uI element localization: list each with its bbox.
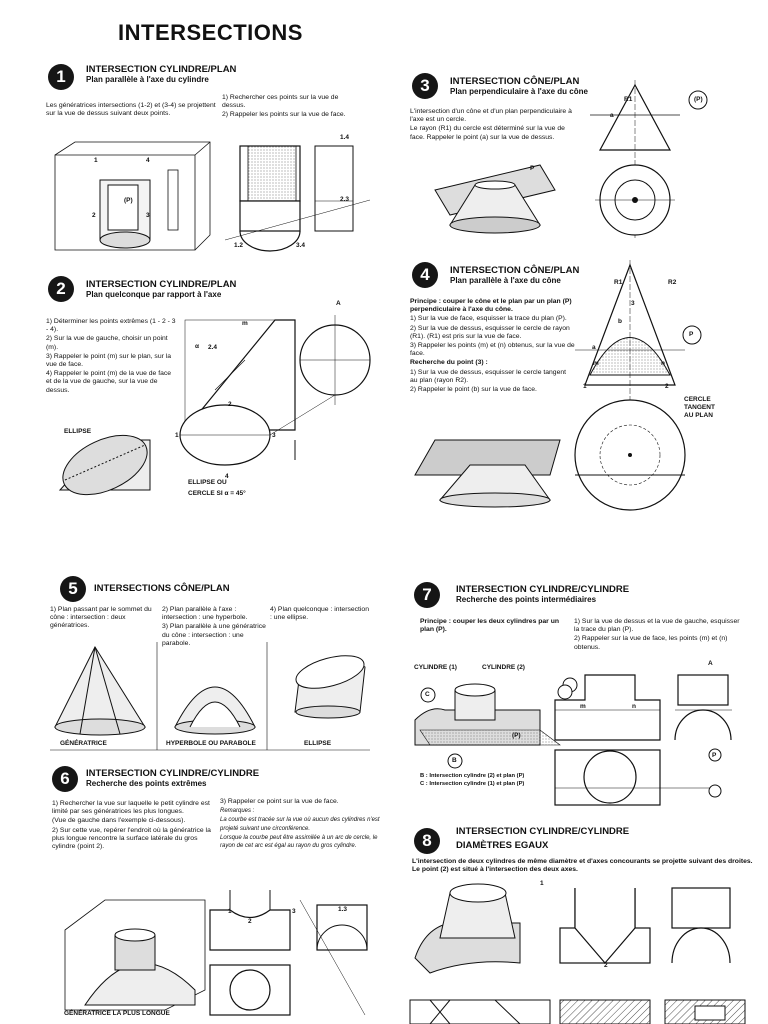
section-3-drawing — [420, 75, 720, 245]
section-4-label-3: 3 — [631, 300, 635, 307]
section-6-rem-2: Lorsque la courbe peut être assimilée à un arc de cercle, le rayon de cet arc est égal au rayon du gros cylindre. — [220, 834, 378, 850]
section-3-subtitle: Plan perpendiculaire à l'axe du cône — [450, 87, 588, 96]
section-3-label-plane: P — [530, 165, 535, 172]
section-3-number: 3 — [412, 73, 438, 99]
section-2-step-2: 2) Sur la vue de gauche, choisir un point (m). — [46, 335, 168, 351]
section-2-label-2: 2 — [228, 401, 232, 408]
section-7-cyl-1-label: CYLINDRE (1) — [414, 664, 457, 671]
section-1-label-14: 1.4 — [340, 134, 350, 141]
section-4-cercle-2: TANGENT — [684, 404, 715, 411]
section-8-title: INTERSECTION CYLINDRE/CYLINDRE — [456, 826, 630, 837]
section-6-step-1b: (Vue de gauche dans l'exemple ci-dessous). — [52, 817, 186, 825]
section-8-text: L'intersection de deux cylindres de même diamètre et d'axes concourants se projette suivant des droites. Le point (2) est situé à l'intersection des deux axes. — [412, 858, 753, 874]
section-5-caption-2: HYPERBOLE OU PARABOLE — [166, 740, 256, 747]
section-3-label-r1: R1 — [624, 96, 633, 103]
section-8-label-2: 2 — [604, 962, 608, 969]
section-1-step-1: 1) Rechercher ces points sur la vue de dessus. — [222, 94, 339, 110]
section-2-label-4: 4 — [225, 473, 229, 480]
section-4-label-m: m — [593, 360, 599, 367]
section-6-label-2: 2 — [248, 918, 252, 925]
section-2-label-1: 1 — [175, 432, 179, 439]
section-7-legend-c: C : Intersection cylindre (1) et plan (P) — [420, 781, 525, 787]
section-7-label-p: P — [712, 752, 717, 759]
section-4-cercle-label — [684, 396, 715, 420]
section-7-label-n: n — [632, 703, 636, 710]
section-5-caption-1: GÉNÉRATRICE — [60, 740, 107, 747]
section-7-label-a: A — [708, 660, 713, 667]
section-2-caption-1: ELLIPSE OU — [188, 479, 227, 486]
section-1-subtitle: Plan parallèle à l'axe du cylindre — [86, 75, 209, 84]
section-6-caption: GÉNÉRATRICE LA PLUS LONGUE — [64, 1010, 170, 1017]
section-4-recherche: Recherche du point (3) : — [410, 359, 488, 367]
section-2-number: 2 — [48, 276, 74, 302]
section-7-label-b: B — [452, 757, 457, 764]
section-1-drawing — [50, 140, 370, 270]
section-5-col-3: 4) Plan quelconque : intersection : une ellipse. — [270, 606, 369, 622]
section-2-label-m: m — [242, 320, 248, 327]
section-3-title: INTERSECTION CÔNE/PLAN — [450, 76, 580, 87]
section-5-number: 5 — [60, 576, 86, 602]
section-1-label-12: 1.2 — [234, 242, 244, 249]
section-1-title: INTERSECTION CYLINDRE/PLAN — [86, 64, 237, 75]
section-1-step-2: 2) Rappeler les points sur la vue de face. — [222, 111, 346, 119]
section-1-label-34: 3.4 — [296, 242, 306, 249]
section-4-step-2: 2) Sur la vue de dessus, esquisser le cercle de rayon (R1). (R1) est pris sur la vue de face. — [410, 324, 570, 340]
section-6-step-1: 1) Rechercher la vue sur laquelle le petit cylindre est limité par ses génératrices les plus longues. — [52, 800, 210, 816]
section-4-label-1: 1 — [583, 383, 587, 390]
section-7-number: 7 — [414, 582, 440, 608]
section-4-cercle-3: AU PLAN — [684, 412, 713, 419]
section-4-principe: Principe : couper le cône et le plan par un plan (P) perpendiculaire à l'axe du cône. — [410, 298, 572, 314]
section-2-caption-2: CERCLE SI α = 45° — [188, 490, 246, 497]
section-7-label-c: C — [425, 691, 430, 698]
section-3-label-a: a — [610, 112, 614, 119]
section-4-number: 4 — [412, 262, 438, 288]
section-7-legend — [420, 772, 524, 788]
section-3-text-2: Le rayon (R1) du cercle est déterminé sur la vue de face. Rappeler le point (a) sur la vue de dessus. — [410, 125, 565, 141]
section-2-ellipse-label: ELLIPSE — [64, 428, 92, 435]
section-6-rem-1: La courbe est tracée sur la vue où aucun des cylindres n'est projeté suivant une circonférence. — [220, 817, 380, 832]
section-7-cyl-2-label: CYLINDRE (2) — [482, 664, 525, 671]
section-4-label-2: 2 — [665, 383, 669, 390]
section-4-title: INTERSECTION CÔNE/PLAN — [450, 265, 580, 276]
section-5-caption-3: ELLIPSE — [304, 740, 332, 747]
section-2-label-alpha-2: 2.4 — [208, 344, 218, 351]
section-4-label-n: n — [661, 360, 665, 367]
section-4-subtitle: Plan parallèle à l'axe du cône — [450, 276, 561, 285]
section-1-label-4: 4 — [146, 157, 150, 164]
section-1-label-3: 3 — [146, 212, 150, 219]
section-7-step-1: 1) Sur la vue de dessus et la vue de gauche, esquisser la trace du plan (P). — [574, 618, 740, 634]
section-6-remarques: Remarques : — [220, 808, 255, 815]
section-6-step-2: 2) Sur cette vue, repérer l'endroit où la génératrice la plus longue rencontre la surface latérale du gros cylindre (point 2). — [52, 826, 211, 851]
section-8-number: 8 — [414, 828, 440, 854]
section-6-right-text — [220, 798, 380, 851]
section-5-drawing — [50, 642, 370, 752]
section-4-step2-1: 1) Sur la vue de dessus, esquisser le cercle tangent au plan (rayon R2). — [410, 368, 567, 384]
section-3-label-p: (P) — [694, 96, 703, 103]
section-5-col-2a: 2) Plan parallèle à l'axe : intersection : une hyperbole. — [162, 606, 248, 622]
section-4-label-r2: R2 — [668, 279, 677, 286]
section-1-label-23: 2.3 — [340, 196, 350, 203]
section-4-cercle-1: CERCLE — [684, 396, 711, 403]
section-6-label-3: 3 — [292, 908, 296, 915]
section-5-title: INTERSECTIONS CÔNE/PLAN — [94, 583, 230, 594]
section-1-label-p: (P) — [124, 197, 133, 204]
section-2-title: INTERSECTION CYLINDRE/PLAN — [86, 279, 237, 290]
section-6-steps — [52, 800, 212, 852]
section-1-number: 1 — [48, 64, 74, 90]
section-6-drawing — [55, 890, 375, 1020]
section-1-label-1: 1 — [94, 157, 98, 164]
section-2-step-1: 1) Déterminer les points extrêmes (1 - 2 - 3 - 4). — [46, 318, 176, 334]
section-2-label-a: A — [336, 300, 341, 307]
section-8-drawing — [410, 878, 750, 1024]
section-6-number: 6 — [52, 766, 78, 792]
section-7-title: INTERSECTION CYLINDRE/CYLINDRE — [456, 584, 630, 595]
section-4-drawing — [410, 260, 720, 515]
section-6-subtitle: Recherche des points extrêmes — [86, 779, 207, 788]
section-8-subtitle: DIAMÈTRES EGAUX — [456, 840, 549, 851]
section-4-label-r1: R1 — [614, 279, 623, 286]
section-2-step-4: 4) Rappeler le point (m) de la vue de face et de la vue de gauche, sur la vue de dessus. — [46, 370, 172, 394]
section-7-subtitle: Recherche des points intermédiaires — [456, 595, 597, 604]
section-1-steps — [222, 94, 362, 121]
section-1-label-2: 2 — [92, 212, 96, 219]
section-4-label-a: a — [592, 344, 596, 351]
section-7-steps — [574, 618, 744, 653]
section-2-subtitle: Plan quelconque par rapport à l'axe — [86, 290, 222, 299]
section-2-label-alpha: α — [195, 343, 199, 350]
section-3-text-1: L'intersection d'un cône et d'un plan perpendiculaire à l'axe est un cercle. — [410, 108, 572, 124]
section-1-text: Les génératrices intersections (1-2) et (3-4) se projettent sur la vue de dessus suivant deux points. — [46, 102, 216, 118]
section-7-step-2: 2) Rappeler sur la vue de face, les points (m) et (n) obtenus. — [574, 635, 728, 651]
section-4-step-1: 1) Sur la vue de face, esquisser la trace du plan (P). — [410, 315, 567, 323]
section-6-label-1: 1 — [228, 908, 232, 915]
section-4-step-3: 3) Rappeler les points (m) et (n) obtenus, sur la vue de face. — [410, 342, 575, 358]
section-2-label-3: 3 — [272, 432, 276, 439]
section-7-label-m: m — [580, 703, 586, 710]
section-6-label-13: 1.3 — [338, 906, 348, 913]
section-8-label-1: 1 — [540, 880, 544, 887]
section-7-legend-b: B : Intersection cylindre (2) et plan (P) — [420, 773, 525, 779]
section-4-label-b: b — [618, 318, 622, 325]
section-7-principe: Principe : couper les deux cylindres par un plan (P). — [420, 618, 560, 634]
section-5-col-2b: 3) Plan parallèle à une génératrice du cône : intersection : une parabole. — [162, 623, 266, 647]
section-2-step-3: 3) Rappeler le point (m) sur le plan, sur la vue de face. — [46, 352, 172, 369]
page-title: INTERSECTIONS — [118, 20, 303, 45]
section-4-step2-2: 2) Rappeler le point (b) sur la vue de face. — [410, 386, 537, 394]
section-5-col-1: 1) Plan passant par le sommet du cône : intersection : deux génératrices. — [50, 606, 152, 630]
section-7-label-plane: (P) — [512, 732, 521, 739]
section-4-label-p: P — [689, 331, 694, 338]
section-6-title: INTERSECTION CYLINDRE/CYLINDRE — [86, 768, 260, 779]
section-6-step-3: 3) Rappeler ce point sur la vue de face. — [220, 798, 339, 805]
